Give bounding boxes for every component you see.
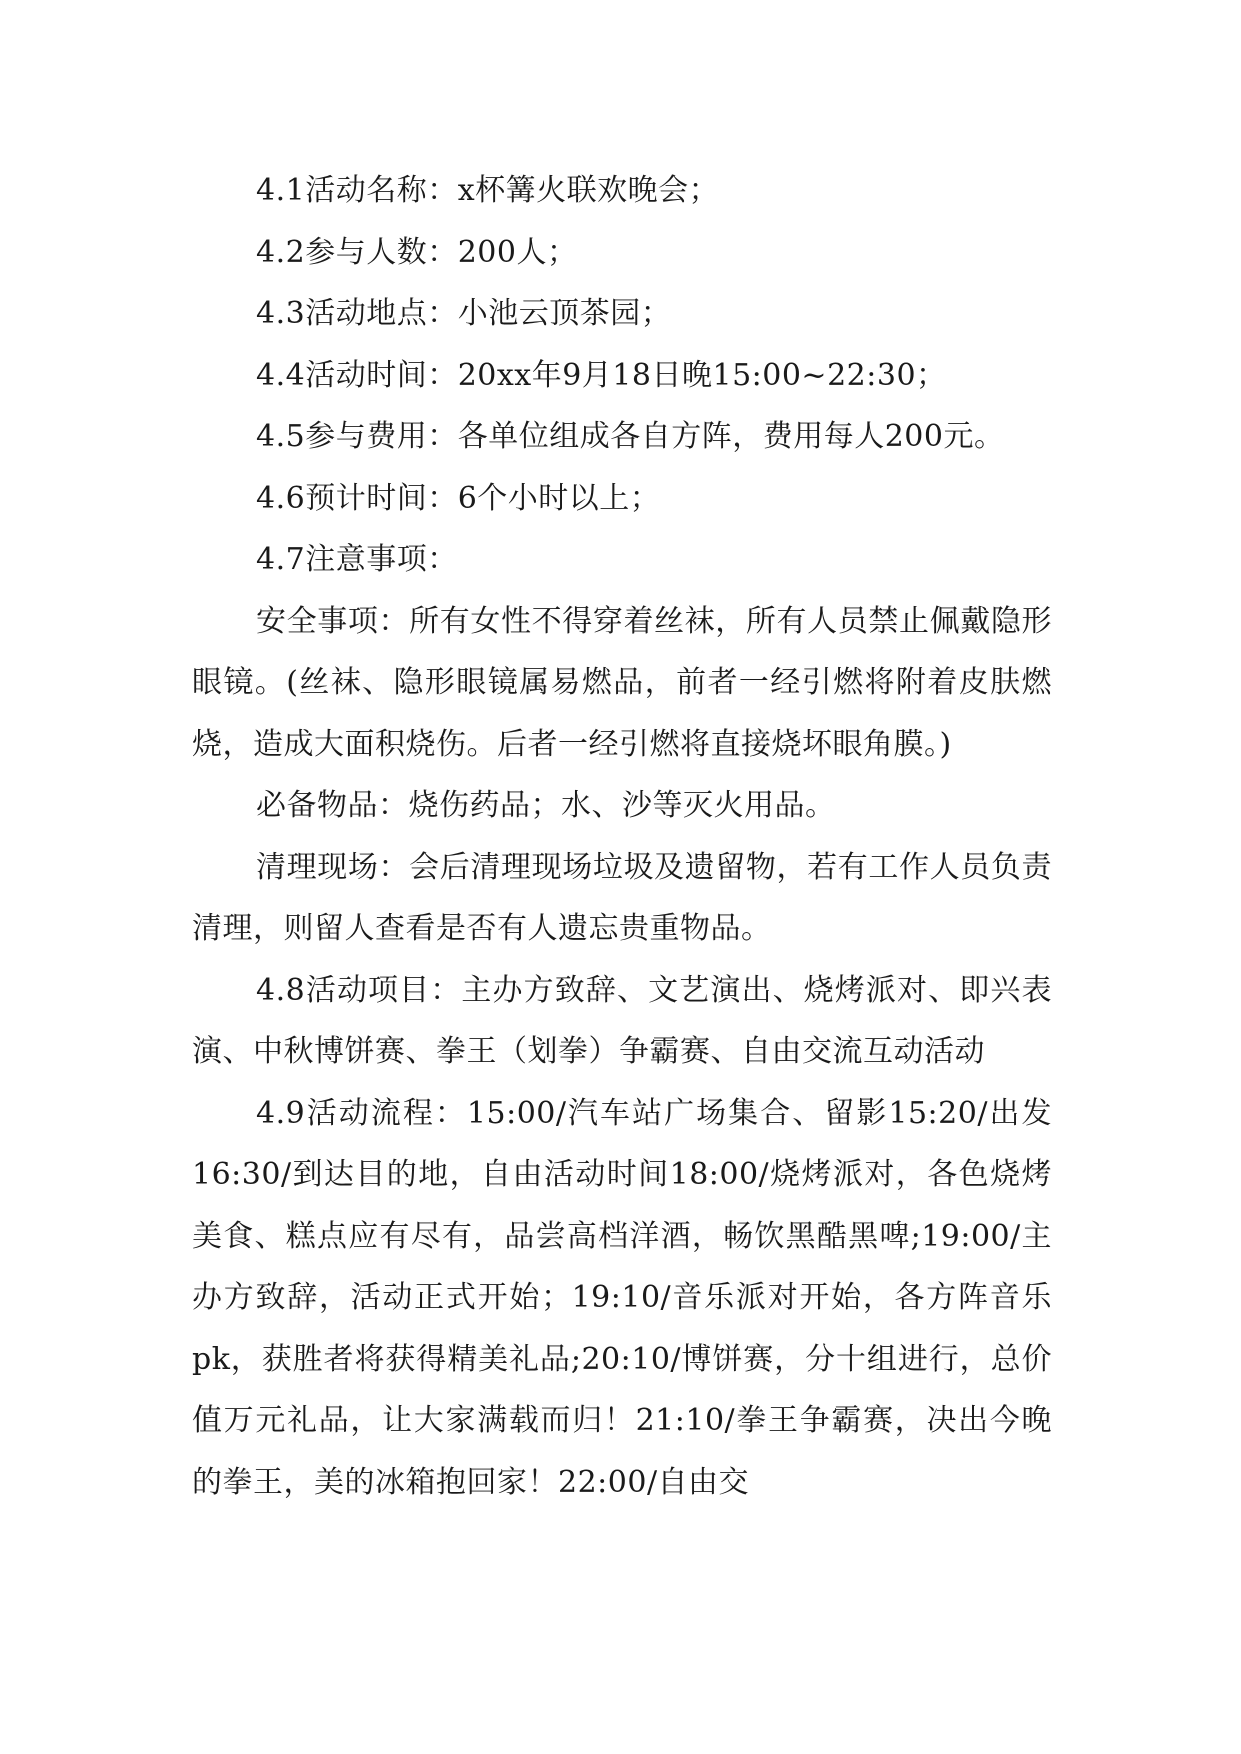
document-body bbox=[192, 160, 1052, 1513]
paragraph-4-5-fee: 4.5参与费用：各单位组成各自方阵，费用每人200元。 bbox=[256, 419, 1005, 454]
paragraph-safety-notes: 安全事项：所有女性不得穿着丝袜，所有人员禁止佩戴隐形眼镜。(丝袜、隐形眼镜属易燃品，前者一经引燃将附着皮肤燃烧，造成大面积烧伤。后者一经引燃将直接烧坏眼角膜。) bbox=[192, 603, 1052, 762]
paragraph-4-8-activities: 4.8活动项目：主办方致辞、文艺演出、烧烤派对、即兴表演、中秋博饼赛、拳王（划拳）争霸赛、自由交流互动活动 bbox=[192, 972, 1052, 1069]
paragraph-4-4-time: 4.4活动时间：20xx年9月18日晚15:00~22:30； bbox=[256, 357, 947, 393]
paragraph-site-cleanup: 清理现场：会后清理现场垃圾及遗留物，若有工作人员负责清理，则留人查看是否有人遗忘贵重物品。 bbox=[192, 849, 1052, 946]
paragraph-4-9-schedule: 4.9活动流程：15:00/汽车站广场集合、留影15:20/出发16:30/到达目的地，自由活动时间18:00/烧烤派对，各色烧烤美食、糕点应有尽有，品尝高档洋酒，畅饮黑酷黑啤;19:00/主办方致辞，活动正式开始；19:10/音乐派对开始，各方阵音乐pk，获胜者将获得精美礼品;20:10/博饼赛，分十组进行，总价值万元礼品，让大家满载而归！21:10/拳王争霸赛，决出今晚的拳王，美的冰箱抱回家！22:00/自由交 bbox=[192, 1095, 1052, 1500]
paragraph-4-3-location: 4.3活动地点：小池云顶茶园； bbox=[256, 296, 672, 331]
paragraph-4-7-notes-heading: 4.7注意事项： bbox=[256, 542, 458, 577]
paragraph-4-6-duration: 4.6预计时间：6个小时以上； bbox=[256, 480, 661, 516]
paragraph-4-1-activity-name: 4.1活动名称：x杯篝火联欢晚会； bbox=[256, 173, 720, 208]
paragraph-required-items: 必备物品：烧伤药品；水、沙等灭火用品。 bbox=[256, 788, 836, 823]
paragraph-4-2-participants: 4.2参与人数：200人； bbox=[256, 234, 578, 270]
